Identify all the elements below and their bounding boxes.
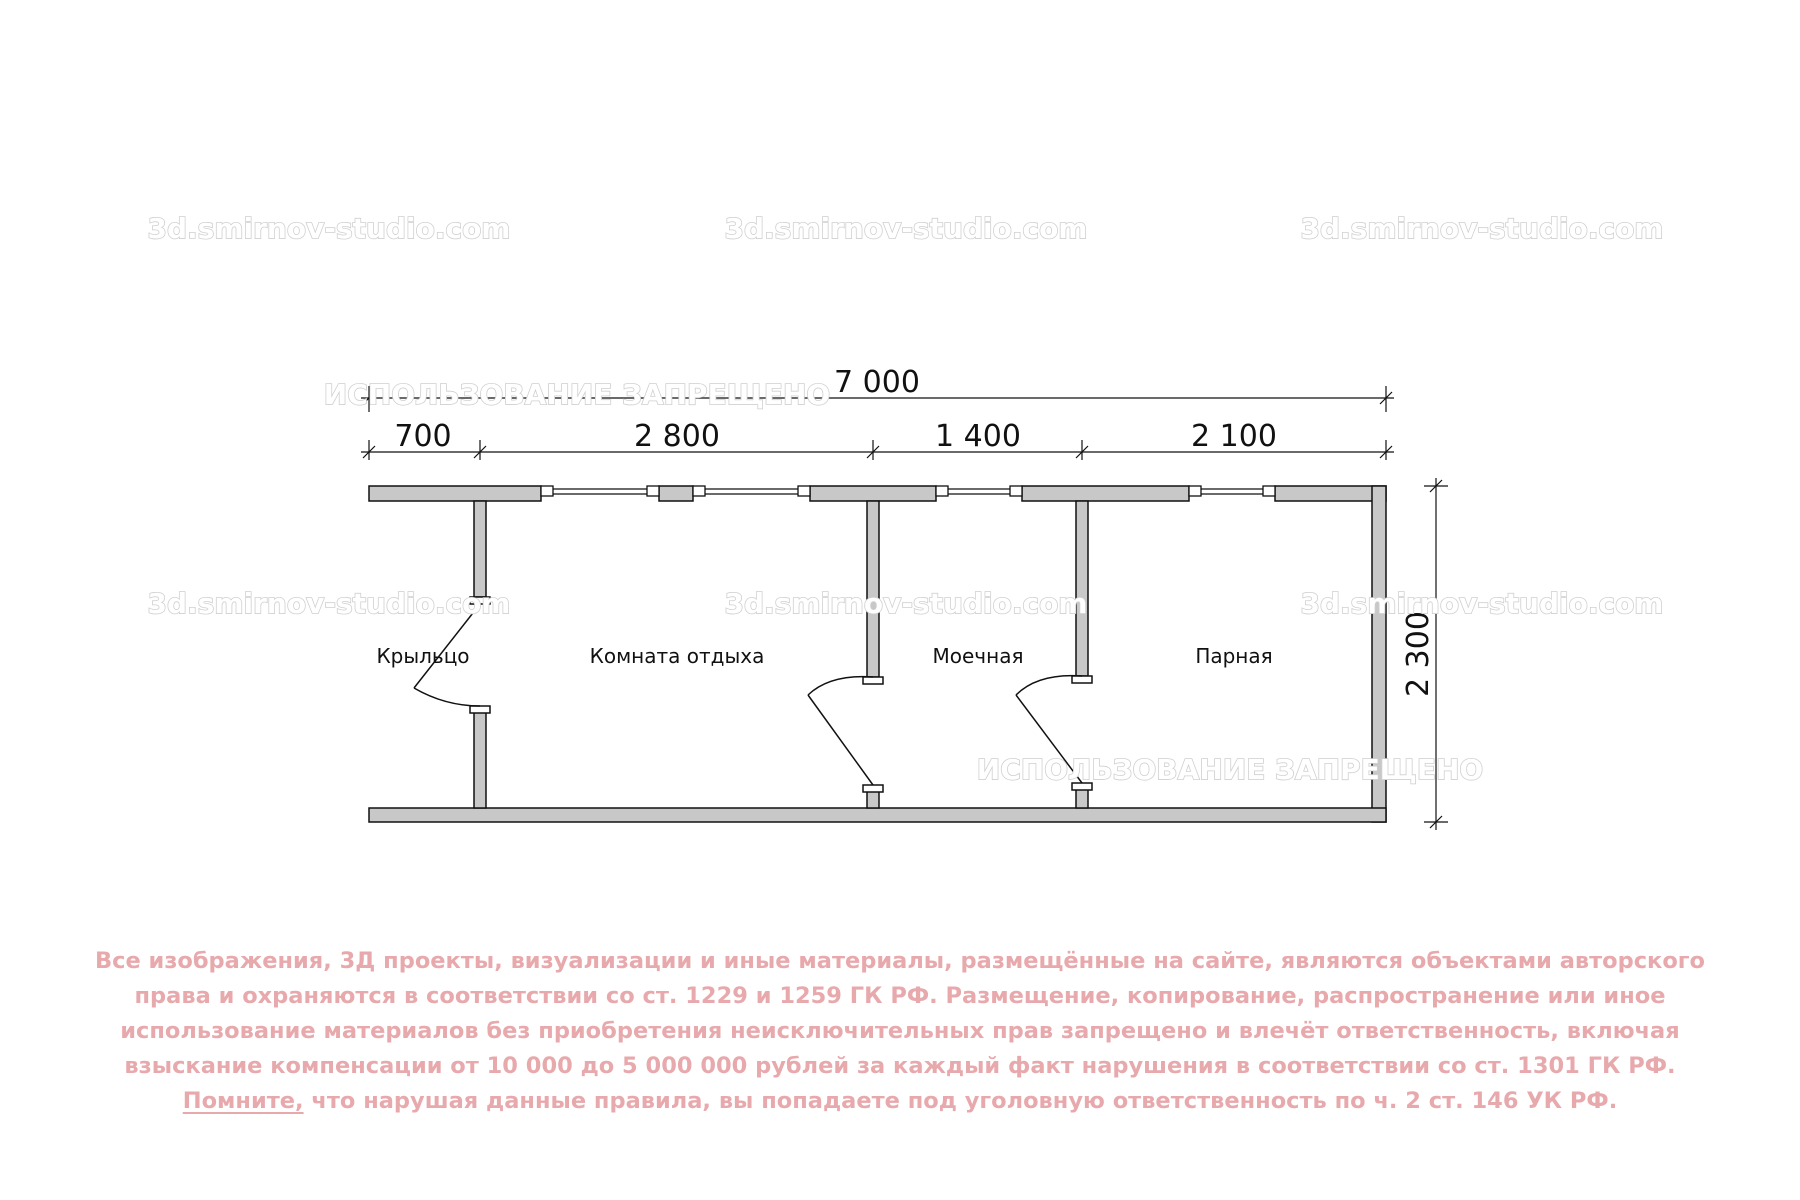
partition-porch-upper — [474, 501, 486, 597]
copyright-line: взыскание компенсации от 10 000 до 5 000 000 рублей за каждый факт нарушения в соответствии со ст. 1301 ГК РФ. — [124, 1053, 1676, 1079]
watermark-site: 3d.smirnov-studio.com — [724, 587, 1088, 620]
dimension-washroom: 1 400 — [935, 419, 1021, 454]
door-stop — [1072, 676, 1092, 683]
dimension-steam-room: 2 100 — [1191, 419, 1277, 454]
watermark-forbidden: ИСПОЛЬЗОВАНИЕ ЗАПРЕЩЕНО — [976, 753, 1484, 786]
partition-porch-lower — [474, 712, 486, 808]
door-lounge — [808, 677, 873, 785]
dimension-height: 2 300 — [1401, 611, 1436, 697]
wall-top-segment — [659, 486, 693, 501]
watermark-site: 3d.smirnov-studio.com — [724, 212, 1088, 245]
room-label-washroom: Моечная — [932, 644, 1024, 668]
door-stop — [863, 677, 883, 684]
dimension-total-width: 7 000 — [834, 365, 920, 400]
wall-top-segment — [1022, 486, 1189, 501]
door-stop — [863, 785, 883, 792]
watermark-forbidden: ИСПОЛЬЗОВАНИЕ ЗАПРЕЩЕНО — [323, 378, 831, 411]
window-lounge-right — [693, 486, 810, 496]
partition-wash-lower — [1076, 788, 1088, 808]
copyright-line — [40, 1084, 1760, 1119]
room-label-lounge: Комната отдыха — [589, 644, 765, 668]
wall-bottom — [369, 808, 1386, 822]
watermark-site: 3d.smirnov-studio.com — [1300, 212, 1664, 245]
copyright-line: использование материалов без приобретения неисключительных прав запрещено и влечёт ответственность, включая — [120, 1018, 1680, 1044]
copyright-line-rest: что нарушая данные правила, вы попадаете под уголовную ответственность по ч. 2 ст. 146 УК РФ. — [303, 1088, 1618, 1114]
watermark-site: 3d.smirnov-studio.com — [1300, 587, 1664, 620]
door-stop — [470, 706, 490, 713]
copyright-line: Все изображения, 3Д проекты, визуализации и иные материалы, размещённые на сайте, являются объектами авторского — [94, 948, 1706, 974]
watermark-site: 3d.smirnov-studio.com — [147, 587, 511, 620]
watermark-site: 3d.smirnov-studio.com — [147, 212, 511, 245]
wall-top-segment — [810, 486, 936, 501]
window-lounge-left — [541, 486, 659, 496]
window-washroom — [936, 486, 1022, 496]
window-steam-room — [1189, 486, 1275, 496]
remember-link[interactable]: Помните, — [182, 1088, 304, 1114]
wall-top-segment — [369, 486, 541, 501]
wall-top-segment — [1275, 486, 1386, 501]
copyright-notice — [40, 944, 1760, 1119]
dimension-porch: 700 — [394, 419, 452, 454]
copyright-line: права и охраняются в соответствии со ст. 1229 и 1259 ГК РФ. Размещение, копирование, распространение или иное — [134, 983, 1666, 1009]
room-label-porch: Крыльцо — [376, 644, 470, 668]
room-label-steam-room: Парная — [1195, 644, 1273, 668]
dimension-lounge: 2 800 — [634, 419, 720, 454]
